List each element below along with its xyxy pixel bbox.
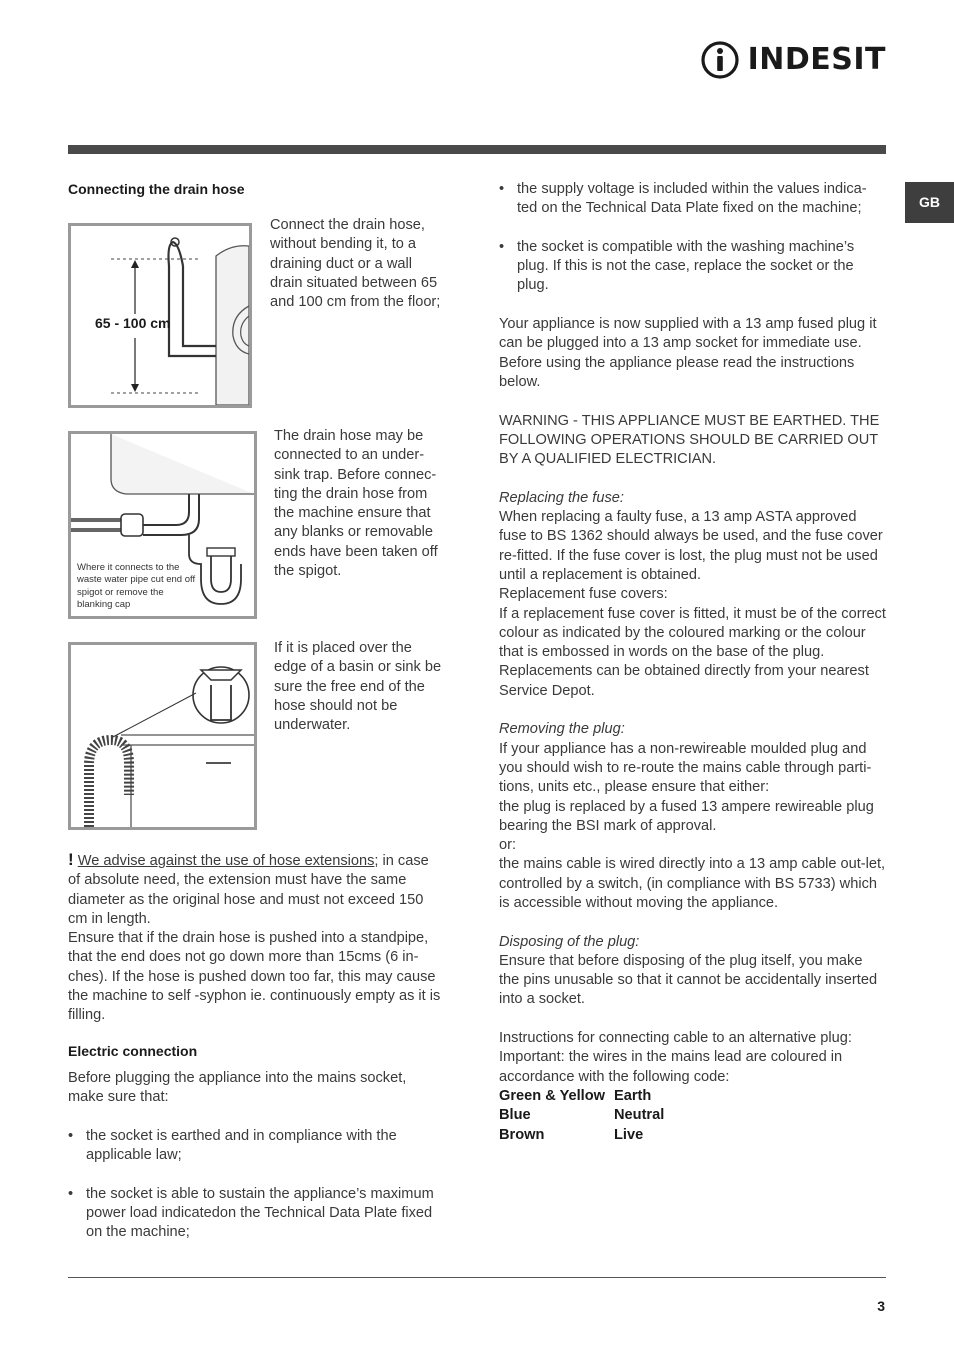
warning-mark: ! <box>68 850 74 869</box>
removing-or: or: <box>499 837 517 854</box>
electric-intro: Before plugging the appliance into the mains socket, make sure that: <box>68 1070 407 1106</box>
removing-plug-title: Removing the plug: <box>499 721 625 738</box>
hose-extension-warning <box>68 850 443 1026</box>
standpipe-text: Ensure that if the drain hose is pushed into a standpipe, that the end does not go down more than 15cms (6 in-ches). If the hose is pushed down too far, this may cause the machine to self -syphon ie. continuously empty as it is filling. <box>68 930 441 1024</box>
basin-hose-illustration <box>71 645 254 827</box>
wire-colour: Brown <box>499 1126 545 1143</box>
basin-text: If it is placed over the edge of a basin or sink be sure the free end of the hose should not be underwater. <box>274 640 442 734</box>
right-column <box>499 180 886 1145</box>
bullet-text: the socket is compatible with the washing machine’s plug. If this is not the case, replace the socket or the plug. <box>517 238 855 294</box>
language-tab: GB <box>905 182 954 223</box>
disposing-plug-text: Ensure that before disposing of the plug itself, you make the pins unusable so that it cannot be accidentally inserted into a socket. <box>499 952 878 1008</box>
fused-plug-text: Your appliance is now supplied with a 13 amp fused plug it can be plugged into a 13 amp socket for immediate use. Before using the appliance please read the instructions below. <box>499 316 877 390</box>
warning-rest-text: ; in case of absolute need, the extension must have the same diameter as the original hose and must not exceed 150 cm in length. <box>68 853 429 927</box>
wire-meaning: Earth <box>614 1087 652 1104</box>
wire-colour-table <box>499 1087 886 1145</box>
removing-option-1: the plug is replaced by a fused 13 ampere rewireable plug bearing the BSI mark of approval. <box>499 798 874 834</box>
list-item <box>68 1185 443 1243</box>
page-number: 3 <box>877 1298 885 1314</box>
replacing-fuse-title: Replacing the fuse: <box>499 489 624 506</box>
indesit-i-icon <box>700 40 740 80</box>
wire-colour: Blue <box>499 1107 531 1124</box>
header-bar <box>68 145 886 154</box>
bullet-mark: • <box>68 1127 74 1144</box>
earthing-warning: WARNING - THIS APPLIANCE MUST BE EARTHED. THE FOLLOWING OPERATIONS SHOULD BE CARRIED OUT BY A QUALIFIED ELECTRICIAN. <box>499 412 880 468</box>
wall-drain-figure <box>68 223 252 408</box>
sink-trap-figure <box>68 431 257 619</box>
wire-code-intro: Important: the wires in the mains lead are coloured in accordance with the following code: <box>499 1049 843 1085</box>
height-range-label: 65 - 100 cm <box>95 315 171 331</box>
wire-meaning: Neutral <box>614 1107 665 1124</box>
bullet-mark: • <box>499 238 505 255</box>
sink-trap-caption: Where it connects to the waste water pipe cut end off spigot or remove the blanking cap <box>77 562 196 610</box>
disposing-plug-title: Disposing of the plug: <box>499 933 640 950</box>
electric-connection-block <box>68 1069 443 1243</box>
electric-connection-heading: Electric connection <box>68 1043 198 1059</box>
removing-plug-text: If your appliance has a non-rewireable moulded plug and you should wish to re-route the mains cable through parti-tions, units etc., please ensure that either: <box>499 740 872 796</box>
wire-colour: Green & Yellow <box>499 1087 605 1104</box>
brand-name: INDESIT <box>747 42 886 77</box>
fuse-covers-title: Replacement fuse covers: <box>499 586 668 603</box>
list-item <box>68 1127 443 1166</box>
bullet-mark: • <box>68 1185 74 1202</box>
bullet-text: the socket is able to sustain the appliance’s maximum power load indicatedon the Technical Data Plate fixed on the machine; <box>86 1185 434 1241</box>
basin-figure <box>68 642 257 830</box>
sink-trap-text: The drain hose may be connected to an under-sink trap. Before connec-ting the drain hose from the machine ensure that any blanks or removable ends have been taken off the spigot. <box>274 428 438 580</box>
brand-logo <box>700 40 886 80</box>
removing-option-2: the mains cable is wired directly into a 13 amp cable out-let, controlled by a switch, (in compliance with BS 5733) which is accessible without moving the appliance. <box>499 856 886 911</box>
drain-hose-heading: Connecting the drain hose <box>68 181 245 197</box>
footer-line <box>68 1277 886 1278</box>
list-item <box>499 238 886 296</box>
wall-drain-text: Connect the drain hose, without bending it, to a draining duct or a wall drain situated between 65 and 100 cm from the floor; <box>270 217 441 311</box>
bullet-text: the socket is earthed and in compliance with the applicable law; <box>86 1127 397 1164</box>
list-item <box>499 180 886 219</box>
alternative-plug-text: Instructions for connecting cable to an alternative plug: <box>499 1030 852 1047</box>
replacing-fuse-text: When replacing a faulty fuse, a 13 amp ASTA approved fuse to BS 1362 should always be used, and the fuse cover re-fitted. If the fuse cover is lost, the plug must not be used until a replacement is obtained. <box>499 509 883 583</box>
wire-meaning: Live <box>614 1126 644 1143</box>
bullet-text: the supply voltage is included within the values indica-ted on the Technical Data Plate fixed on the machine; <box>517 181 867 217</box>
warning-underlined-text: We advise against the use of hose extensions <box>77 853 375 869</box>
bullet-mark: • <box>499 181 505 197</box>
fuse-covers-text: If a replacement fuse cover is fitted, it must be of the correct colour as indicated by the coloured marking or the colour that is embossed in words on the base of the plug. Replacements can be obtained directly from your nearest Service Depot. <box>499 605 886 699</box>
